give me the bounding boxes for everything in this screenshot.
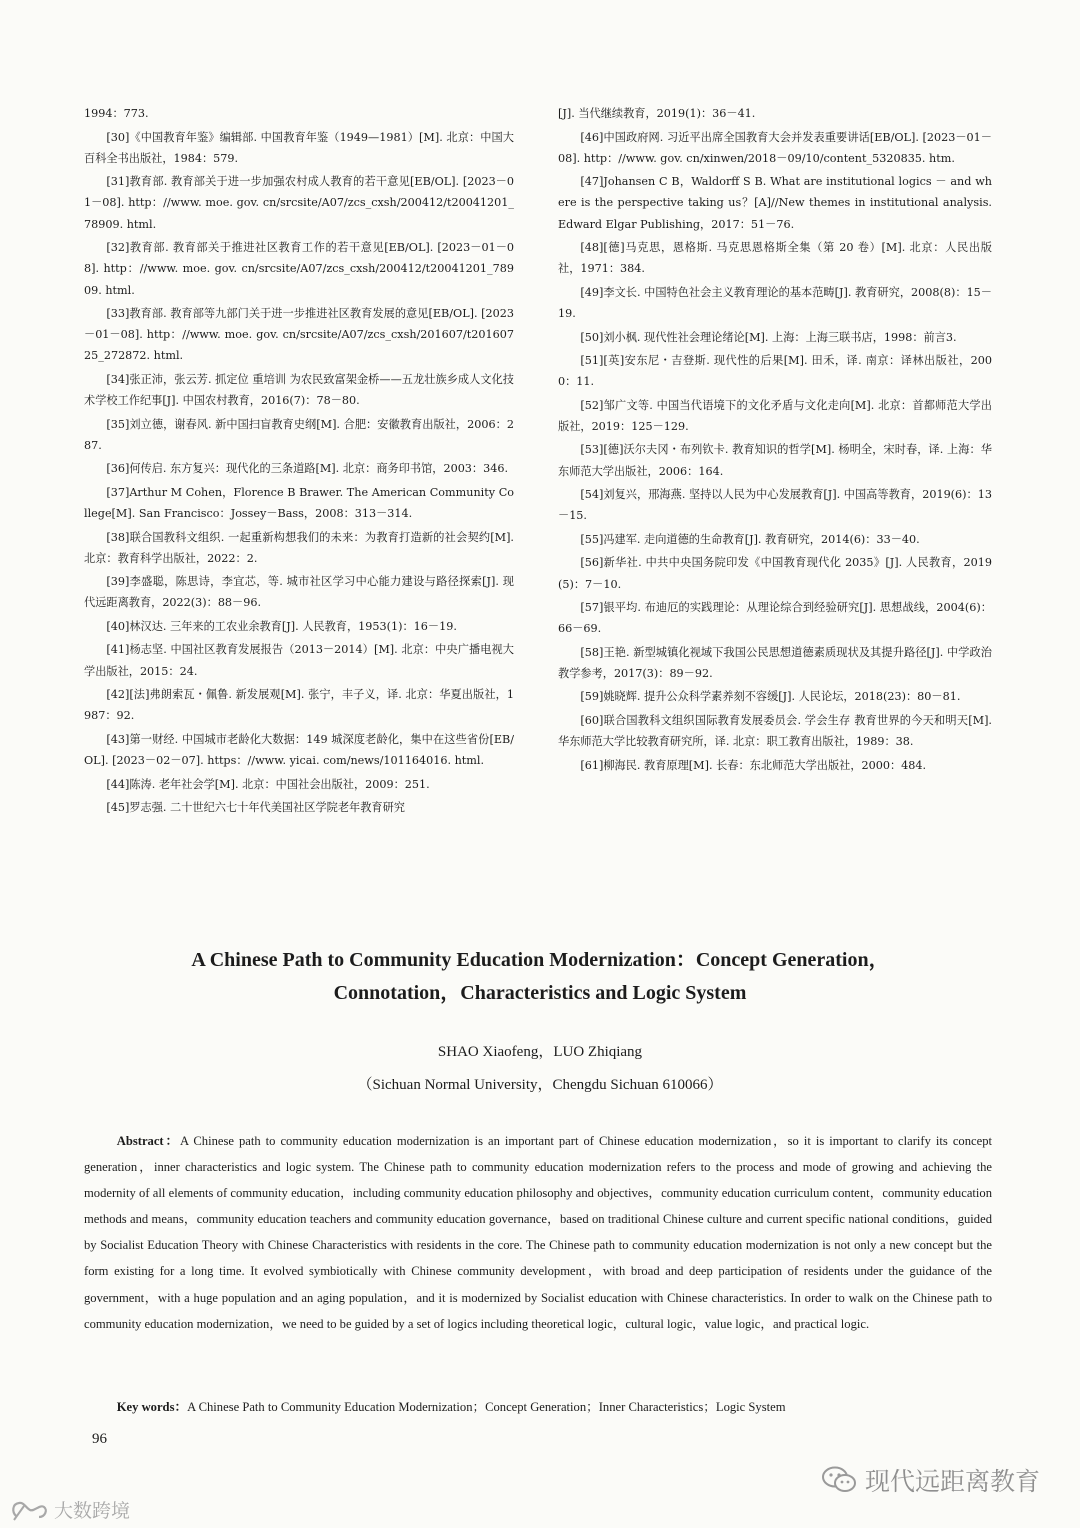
reference-entry: [47]Johansen C B，Waldorff S B. What are institutional logics － and where is the perspective taking us？[A]//New themes in institutional analysis. Edward Elgar Publishing，2017：51－76. [558, 175, 992, 231]
reference-entry: [38]联合国教科文组织. 一起重新构想我们的未来：为教育打造新的社会契约[M]. 北京：教育科学出版社，2022：2. [84, 530, 514, 565]
reference-entry: [52]邹广文等. 中国当代语境下的文化矛盾与文化走向[M]. 北京：首都师范大学出版社，2019：125－129. [558, 398, 992, 433]
abstract [84, 1128, 992, 1337]
reference-entry: [61]柳海民. 教育原理[M]. 长春：东北师范大学出版社，2000：484. [580, 758, 927, 772]
keywords [84, 1394, 992, 1420]
reference-entry: [55]冯建军. 走向道德的生命教育[J]. 教育研究，2014(6)：33－40. [580, 532, 920, 546]
reference-entry: 1994：773. [84, 107, 149, 120]
reference-entry: [36]何传启. 东方复兴：现代化的三条道路[M]. 北京：商务印书馆，2003：346. [106, 462, 509, 476]
reference-entry: [35]刘立德，谢春风. 新中国扫盲教育史纲[M]. 合肥：安徽教育出版社，2006：287. [84, 417, 514, 452]
references-right-column [558, 103, 992, 778]
english-title [80, 944, 1000, 1010]
authors: SHAO Xiaofeng，LUO Zhiqiang [437, 1044, 643, 1060]
reference-entry: [60]联合国教科文组织国际教育发展委员会. 学会生存 教育世界的今天和明天[M]. 华东师范大学比较教育研究所，译. 北京：职工教育出版社，1989：38. [558, 713, 992, 749]
reference-entry: [42][法]弗朗索瓦・佩鲁. 新发展观[M]. 张宁，丰子义，译. 北京：华夏出版社，1987：92. [84, 688, 514, 723]
english-title-line-1: A Chinese Path to Community Education Modernization：Concept Generation， [191, 949, 889, 971]
reference-entry: [59]姚晓辉. 提升公众科学素养刻不容缓[J]. 人民论坛，2018(23)：80－81. [580, 690, 961, 704]
reference-entry: [57]银平均. 布迪厄的实践理论：从理论综合到经验研究[J]. 思想战线，2004(6)：66－69. [558, 601, 992, 636]
reference-entry: [45]罗志强. 二十世纪六七十年代美国社区学院老年教育研究 [106, 801, 405, 815]
brand-logo-icon [10, 1498, 50, 1522]
reference-entry: [39]李盛聪，陈思诗，李宜芯，等. 城市社区学习中心能力建设与路径探索[J]. 现代远距离教育，2022(3)：88－96. [84, 575, 514, 610]
wechat-icon [821, 1465, 857, 1495]
reference-entry: [54]刘复兴，邢海燕. 坚持以人民为中心发展教育[J]. 中国高等教育，2019(6)：13－15. [558, 488, 992, 523]
keywords-text: A Chinese Path to Community Education Modernization；Concept Generation；Inner Characteristics；Logic System [187, 1400, 786, 1414]
reference-entry: [50]刘小枫. 现代性社会理论绪论[M]. 上海：上海三联书店，1998：前言3. [580, 330, 957, 344]
abstract-label: Abstract： [116, 1134, 180, 1148]
reference-entry: [46]中国政府网. 习近平出席全国教育大会并发表重要讲话[EB/OL]. [2023－01－08]. http：//www. gov. cn/xinwen/2018－09/10/content_5320835. htm. [558, 130, 992, 165]
reference-entry: [37]Arthur M Cohen，Florence B Brawer. The American Community College[M]. San Francisco：Jossey－Bass，2008：313－314. [84, 485, 514, 521]
reference-entry: [30]《中国教育年鉴》编辑部. 中国教育年鉴（1949—1981）[M]. 北京：中国大百科全书出版社，1984：579. [84, 130, 514, 165]
reference-entry: [32]教育部. 教育部关于推进社区教育工作的若干意见[EB/OL]. [2023－01－08]. http：//www. moe. gov. cn/srcsite/A07/zcs_cxsh/200412/t20041201_78909. html. [84, 241, 514, 297]
reference-entry: [48][德]马克思，恩格斯. 马克思恩格斯全集（第 20 卷）[M]. 北京：人民出版社，1971：384. [558, 241, 992, 276]
reference-entry: [33]教育部. 教育部等九部门关于进一步推进社区教育发展的意见[EB/OL]. [2023－01－08]. http：//www. moe. gov. cn/srcsite/A07/zcs_cxsh/201607/t20160725_272872. html. [84, 307, 514, 363]
reference-entry: [49]李文长. 中国特色社会主义教育理论的基本范畴[J]. 教育研究，2008(8)：15－19. [558, 285, 992, 321]
references-left-column [84, 103, 514, 821]
reference-entry: [53][德]沃尔夫冈・布列钦卡. 教育知识的哲学[M]. 杨明全，宋时春，译. 上海：华东师范大学出版社，2006：164. [558, 443, 992, 478]
watermark-right-text: 现代远距离教育 [864, 1467, 1040, 1496]
watermark-left-text: 大数跨境 [54, 1500, 131, 1522]
affiliation: （Sichuan Normal University，Chengdu Sichuan 610066） [357, 1077, 723, 1093]
page-number: 96 [92, 1431, 107, 1447]
reference-entry: [34]张正沛，张云芳. 抓定位 重培训 为农民致富架金桥——五龙壮族乡成人文化技术学校工作纪事[J]. 中国农村教育，2016(7)：78－80. [84, 372, 514, 408]
reference-entry: [40]林汉达. 三年来的工农业余教育[J]. 人民教育，1953(1)：16－19. [106, 619, 457, 633]
reference-entry: [51][英]安东尼・吉登斯. 现代性的后果[M]. 田禾，译. 南京：译林出版社，2000：11. [558, 354, 992, 389]
reference-entry: [43]第一财经. 中国城市老龄化大数据：149 城深度老龄化，集中在这些省份[EB/OL]. [2023－02－07]. https：//www. yicai. com/news/101164016. html. [84, 732, 514, 768]
keywords-label: Key words： [116, 1400, 188, 1414]
abstract-text: A Chinese path to community education modernization is an important part of Chinese education modernization，so it is important to clarify its concept generation，inner characteristics and logic system. The Chinese path to community education modernization refers to the process and mode of growing and achieving the modernity of all elements of community education，including community education philosophy and objectives，community education curriculum content，community education methods and means，community education teachers and community education governance，based on traditional Chinese culture and current specific national conditions，guided by Socialist Education Theory with Chinese Characteristics with residents in the core. The Chinese path to community education modernization is not only a new concept but the form existing for a long time. It evolved symbiotically with Chinese community development，with broad and deep participation of residents under the guidance of the government，with a huge population and an aging population，and it is modernized by Socialist education with Chinese characteristics. In order to walk on the Chinese path to community education modernization，we need to be guided by a set of logics including theoretical logic，cultural logic，value logic，and practical logic. [84, 1134, 992, 1331]
reference-entry: [58]王艳. 新型城镇化视域下我国公民思想道德素质现状及其提升路径[J]. 中学政治教学参考，2017(3)：89－92. [558, 645, 992, 680]
reference-entry: [56]新华社. 中共中央国务院印发《中国教育现代化 2035》[J]. 人民教育，2019(5)：7－10. [558, 556, 992, 591]
watermark-wechat [821, 1462, 1040, 1498]
reference-entry: [J]. 当代继续教育，2019(1)：36－41. [558, 107, 756, 120]
reference-entry: [41]杨志坚. 中国社区教育发展报告（2013－2014）[M]. 北京：中央广播电视大学出版社，2015：24. [84, 643, 514, 678]
watermark-brand [10, 1496, 130, 1523]
reference-entry: [44]陈涛. 老年社会学[M]. 北京：中国社会出版社，2009：251. [106, 777, 430, 791]
reference-entry: [31]教育部. 教育部关于进一步加强农村成人教育的若干意见[EB/OL]. [2023－01－08]. http：//www. moe. gov. cn/srcsite/A07/zcs_cxsh/200412/t20041201_78909. html. [84, 175, 514, 231]
english-title-line-2: Connotation，Characteristics and Logic System [333, 982, 747, 1004]
